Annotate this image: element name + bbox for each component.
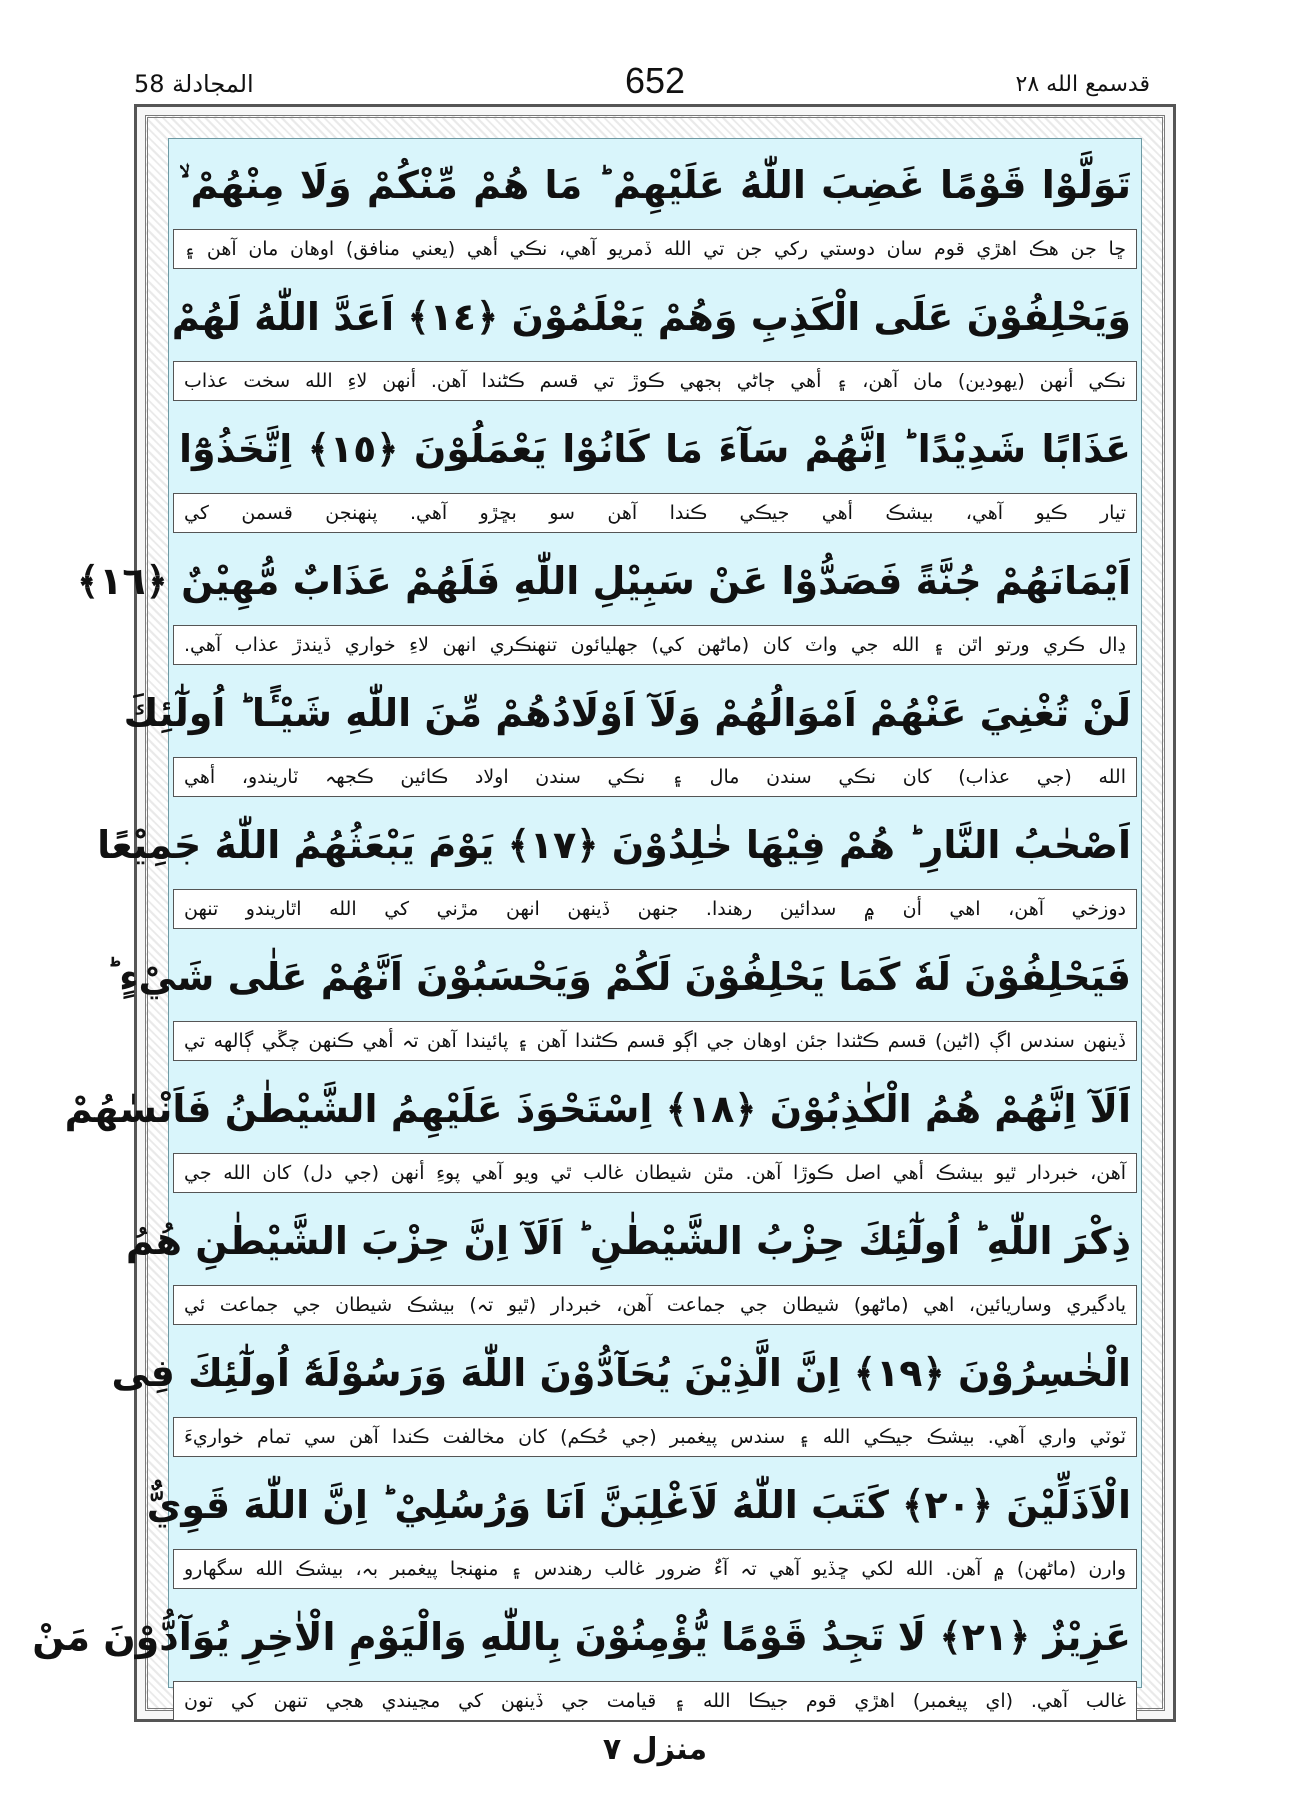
sindhi-translation: ٽوٽي واري آهي. بيشڪ جيڪي الله ۽ سندس پيغمبر (جي حُڪم) کان مخالفت ڪندا آهن سي تمام خواريءَ	[173, 1417, 1137, 1457]
verse-line	[169, 405, 1141, 539]
sindhi-translation: آهن، خبردار ٿيو بيشڪ أهي اصل ڪوڙا آهن. مٿن شيطان غالب ٿي ويو آهي پوءِ أنهن (جي دل) کان الله جي	[173, 1153, 1137, 1193]
verse-line	[32, 1593, 1141, 1727]
sindhi-translation: دوزخي آهن، اهي أن ۾ سدائين رهندا. جنهن ڏينهن انهن مڙني کي الله اٿاريندو تنهن	[173, 889, 1137, 929]
sindhi-translation: غالب آهي. (اي پيغمبر) اهڙي قوم جيڪا الله ۽ قيامت جي ڏينهن کي مڃيندي هجي تنهن کي تون	[173, 1681, 1137, 1721]
arabic-text: اَيْمَانَهُمْ جُنَّةً فَصَدُّوْا عَنْ سَبِيْلِ اللّٰهِ فَلَهُمْ عَذَابٌ مُّهِيْنٌ ﴿١٦﴾	[76, 559, 1131, 603]
arabic-text: عَذَابًا شَدِيْدًا ؕ اِنَّهُمْ سَآءَ مَا كَانُوْا يَعْمَلُوْنَ ﴿١٥﴾ اِتَّخَذُوْٓا	[179, 427, 1131, 471]
arabic-text: وَيَحْلِفُوْنَ عَلَى الْكَذِبِ وَهُمْ يَعْلَمُوْنَ ﴿١٤﴾ اَعَدَّ اللّٰهُ لَهُمْ	[171, 295, 1131, 339]
arabic-text: تَوَلَّوْا قَوْمًا غَضِبَ اللّٰهُ عَلَيْهِمْ ؕ مَا هُمْ مِّنْكُمْ وَلَا مِنْهُمْ ۙ	[179, 163, 1131, 207]
text-panel	[32, 138, 1142, 1712]
surah-name: المجادلة 58	[134, 70, 254, 98]
arabic-text: اَلَآ اِنَّهُمْ هُمُ الْكٰذِبُوْنَ ﴿١٨﴾ اِسْتَحْوَذَ عَلَيْهِمُ الشَّيْطٰنُ فَاَنْسٰهُمْ	[64, 1087, 1131, 1131]
verse-line	[97, 801, 1141, 935]
sindhi-translation: ڍال ڪري ورتو اٿن ۽ الله جي واٽ کان (ماڻهن کي) جهليائون تنهنڪري انهن لاءِ خواري ڏيندڙ عذاب آهي.	[173, 625, 1137, 665]
sindhi-translation: نڪي أنهن (يهودين) مان آهن، ۽ أهي ڄاڻي ٻجهي ڪوڙ تي قسم ڪڻندا آهن. أنهن لاءِ الله سخت عذاب	[173, 361, 1137, 401]
sindhi-translation: ڏينهن سندس اڳ (اڻين) قسم ڪڻندا جئن اوهان جي اڳو قسم ڪڻندا آهن ۽ پائيندا آهن تہ أهي ڪنهن چڱي ڳالهه تي	[173, 1021, 1137, 1061]
verse-line	[64, 1065, 1141, 1199]
verse-line	[111, 1329, 1141, 1463]
page-number: 652	[624, 60, 686, 101]
arabic-text: اَصْحٰبُ النَّارِ ؕ هُمْ فِيْهَا خٰلِدُوْنَ ﴿١٧﴾ يَوْمَ يَبْعَثُهُمُ اللّٰهُ جَمِيْعًا	[97, 823, 1131, 867]
sindhi-translation: ڇا جن هڪ اهڙي قوم سان دوستي رکي جن تي الله ڏمريو آهي، نڪي أهي (يعني منافق) اوهان مان آهن ۽	[173, 229, 1137, 269]
decorative-border	[32, 115, 1165, 1712]
sindhi-translation: يادگيري وساريائين، اهي (ماڻهو) شيطان جي جماعت آهن، خبردار (ٿيو تہ) بيشڪ شيطان جي جماعت ئي	[173, 1285, 1137, 1325]
arabic-text: الْخٰسِرُوْنَ ﴿١٩﴾ اِنَّ الَّذِيْنَ يُحَآدُّوْنَ اللّٰهَ وَرَسُوْلَهٗٓ اُولٰٓئِكَ فِى	[111, 1351, 1131, 1395]
sindhi-translation: الله (جي عذاب) کان نڪي سندن مال ۽ نڪي سندن اولاد ڪائين ڪجهہ ٽاريندو، أهي	[173, 757, 1137, 797]
sindhi-translation: تيار ڪيو آهي، بيشڪ أهي جيڪي ڪندا آهن سو بڇڙو آهي. پنهنجن قسمن کي	[173, 493, 1137, 533]
juz-name: قدسمع الله ٢٨	[1015, 72, 1150, 97]
verse-line	[169, 273, 1141, 407]
arabic-text: لَنْ تُغْنِيَ عَنْهُمْ اَمْوَالُهُمْ وَلَآ اَوْلَادُهُمْ مِّنَ اللّٰهِ شَيْـًٔا ؕ اُولٰٓئِكَ	[123, 691, 1131, 735]
page-header	[0, 0, 1310, 110]
sindhi-translation: وارن (ماڻهن) ۾ آهن. الله لکي ڇڏيو آهي تہ آءٌ ضرور غالب رهندس ۽ منهنجا پيغمبر بہ، بيشڪ الله سگهارو	[173, 1549, 1137, 1589]
verse-line	[76, 537, 1141, 671]
manzil-marker: منزل ٧	[602, 1732, 708, 1767]
verse-line	[125, 1197, 1141, 1331]
verse-line	[169, 141, 1141, 275]
verse-line	[105, 933, 1141, 1067]
page-frame	[32, 104, 1176, 1722]
verse-line	[123, 669, 1141, 803]
arabic-text: عَزِيْزٌ ﴿٢١﴾ لَا تَجِدُ قَوْمًا يُّؤْمِنُوْنَ بِاللّٰهِ وَالْيَوْمِ الْاٰخِرِ يُوَآدُّوْنَ مَنْ	[32, 1615, 1131, 1659]
arabic-text: الْاَذَلِّيْنَ ﴿٢٠﴾ كَتَبَ اللّٰهُ لَاَغْلِبَنَّ اَنَا وَرُسُلِيْ ؕ اِنَّ اللّٰهَ قَوِيٌّ	[146, 1483, 1131, 1527]
arabic-text: فَيَحْلِفُوْنَ لَهٗ كَمَا يَحْلِفُوْنَ لَكُمْ وَيَحْسَبُوْنَ اَنَّهُمْ عَلٰى شَيْءٍ ؕ	[105, 955, 1131, 999]
arabic-text: ذِكْرَ اللّٰهِ ؕ اُولٰٓئِكَ حِزْبُ الشَّيْطٰنِ ؕ اَلَآ اِنَّ حِزْبَ الشَّيْطٰنِ هُمُ	[125, 1219, 1131, 1263]
verse-line	[146, 1461, 1141, 1595]
